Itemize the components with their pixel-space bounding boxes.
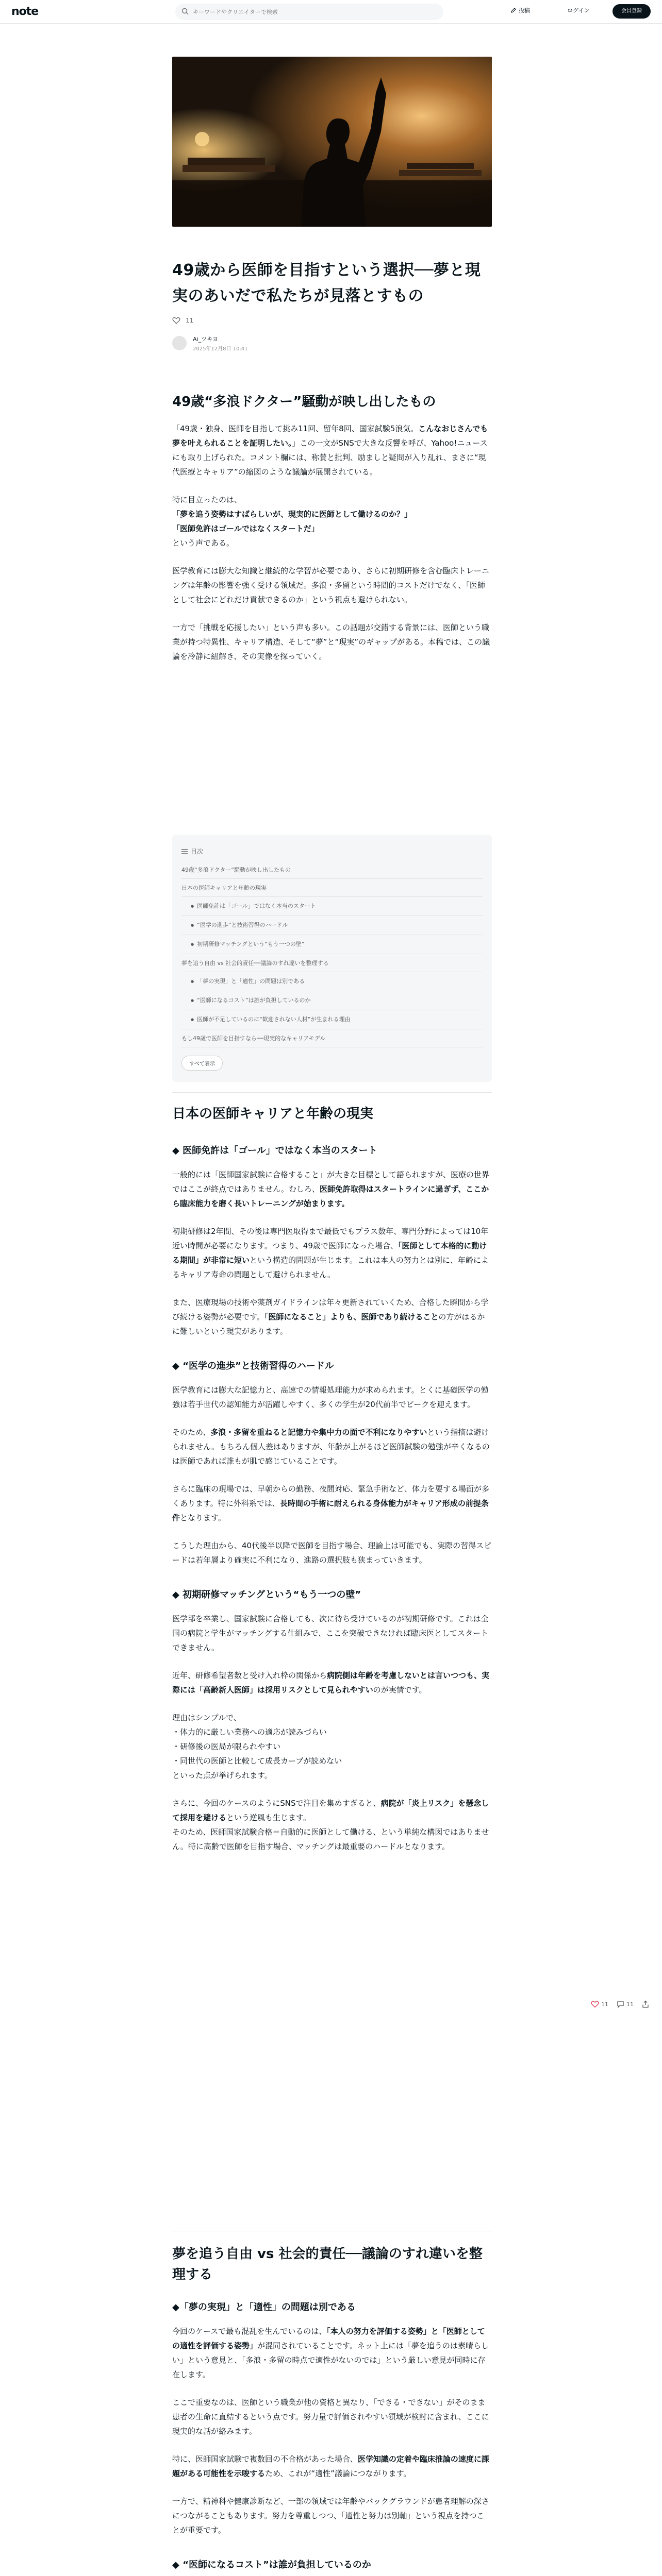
subsection-heading: ◆ 医師免許は「ゴール」ではなく本当のスタート [172, 1145, 377, 1156]
toc-item[interactable]: ● 初期研修マッチングという“もう一つの壁” [181, 935, 483, 954]
floating-actions [591, 1997, 653, 2011]
body-paragraph: こうした理由から、40代後半以降で医師を目指す場合、理論上は可能でも、実際の習得スピードは若年層より確実に不利になり、進路の選択肢も狭まっていきます。 [172, 1541, 492, 1565]
body-paragraph: 初期研修は2年間、その後は専門医取得まで最低でもプラス数年、専門分野によっては10年近い時間が必要になります。つまり、49歳で医師になった場合、「医師として本格的に動ける期間」が非常に短いという構造的問題が生じます。これは本人の努力とは別に、年齢によるキャリア寿命の問題として避けられません。 [172, 1227, 489, 1279]
toc-item[interactable]: ● 「夢の実現」と「適性」の問題は別である [181, 972, 483, 991]
post-button[interactable] [510, 6, 530, 14]
subsection-heading: ◆ “医師になるコスト”は誰が負担しているのか [172, 2560, 371, 2570]
toc-title: 目次 [191, 848, 204, 855]
intro-heading: 49歳“多浪ドクター”騒動が映し出したもの [172, 394, 436, 410]
heart-icon[interactable] [172, 316, 180, 325]
section-heading: 夢を追う自由 vs 社会的責任──議論のすれ違いを整理する [172, 2246, 483, 2282]
table-of-contents [172, 835, 492, 1082]
signup-button[interactable]: 会員登録 [613, 4, 651, 19]
subsection-heading: ◆「夢の実現」と「適性」の問題は別である [172, 2302, 356, 2313]
site-header [0, 0, 662, 24]
intro-paragraph: 「49歳・独身、医師を目指して挑み11回、留年8回、国家試験5浪気。こんなおじさんでも夢を叶えられることを証明したい。」この一文がSNSで大きな反響を呼び、Yahoo!ニュースにも取り上げられた。コメント欄には、称賛と批判、励ましと疑問が入り乱れ、まさに“現代医療とキャリア”の縮図のような議論が展開されている。 [172, 424, 488, 477]
post-label: 投稿 [519, 7, 530, 14]
toc-item[interactable]: ● “医師になるコスト”は誰が負担しているのか [181, 991, 483, 1010]
search-box[interactable] [175, 4, 443, 20]
toc-header [181, 847, 483, 856]
like-count: 11 [186, 317, 194, 324]
body-paragraph: 特に、医師国家試験で複数回の不合格があった場合、医学知識の定着や臨床推論の速度に課題がある可能性を示唆するため、これが“適性”議論につながります。 [172, 2454, 489, 2478]
float-comment-count: 11 [626, 2001, 634, 2008]
divider [172, 1092, 492, 1093]
body-paragraph: 近年、研修希望者数と受け入れ枠の関係から病院側は年齢を考慮しないとは言いつつも、実際には「高齢新人医師」は採用リスクとして見られやすいのが実情です。 [172, 1671, 490, 1694]
body-paragraph: さらに臨床の現場では、早朝からの勤務、夜間対応、緊急手術など、体力を要する場面が多くあります。特に外科系では、長時間の手術に耐えられる身体能力がキャリア形成の前提条件となります。 [172, 1484, 490, 1522]
toc-item[interactable]: 日本の医師キャリアと年齢の現実 [181, 879, 483, 897]
float-like-button[interactable] [591, 2000, 608, 2008]
body-paragraph: また、医療現場の技術や薬剤ガイドラインは年々更新されていくため、合格した瞬間から学び続ける姿勢が必要です。「医師になること」よりも、医師であり続けることの方がはるかに難しいという現実があります。 [172, 1298, 489, 1336]
intro-body [172, 421, 492, 664]
intro-paragraph: 一方で「挑戦を応援したい」という声も多い。この話題が交錯する背景には、医師という職業が持つ特異性、キャリア構造、そして“夢”と“現実”のギャップがある。本稿では、この議論を冷静に紐解き、その実像を探っていく。 [172, 623, 490, 661]
body-paragraph: 医学教育には膨大な記憶力と、高速での情報処理能力が求められます。とくに基礎医学の勉強は若手世代の認知能力が活躍しやすく、多くの学生が20代前半でピークを迎えます。 [172, 1385, 489, 1409]
toc-item[interactable]: ● 医師免許は「ゴール」ではなく本当のスタート [181, 897, 483, 916]
float-share-button[interactable] [642, 2001, 649, 2008]
hero-image [172, 57, 492, 227]
heart-icon [591, 2000, 599, 2008]
body-paragraph: 今回のケースで最も混乱を生んでいるのは、「本人の努力を評価する姿勢」と「医師としての適性を評価する姿勢」が混同されていることです。ネット上には「夢を追うのは素晴らしい」という意見と、「多浪・多留の時点で適性がないのでは」という厳しい意見が同時に存在します。 [172, 2327, 489, 2379]
body-paragraph: ここで重要なのは、医師という職業が他の資格と異なり、「できる・できない」がそのまま患者の生命に直結するという点です。努力量で評価されやすい領域が検討に含まれ、ここに現実的な話が絡みます。 [172, 2398, 489, 2436]
avatar[interactable] [172, 336, 187, 350]
search-icon [181, 8, 189, 15]
toc-item[interactable]: 夢を追う自由 vs 社会的責任──議論のすれ違いを整理する [181, 954, 483, 972]
author-block [172, 334, 492, 354]
float-like-count: 11 [601, 2001, 608, 2008]
body-paragraph: 医学部を卒業し、国家試験に合格しても、次に待ち受けているのが初期研修です。これは全国の病院と学生がマッチングする仕組みで、ここを突破できなければ臨床医としてスタートできません。 [172, 1614, 489, 1652]
body-paragraph: 一方で、精神科や健康診断など、一部の領域では年齢やバックグラウンドが患者理解の深さにつながることもあります。努力を尊重しつつ、「適性と努力は別軸」という視点を持つことが重要です。 [172, 2497, 489, 2535]
toc-item[interactable]: ● 医師が不足しているのに“歓迎されない人材”が生まれる理由 [181, 1010, 483, 1029]
note-logo[interactable]: note [11, 5, 39, 18]
toc-item[interactable]: もし49歳で医師を目指すなら──現実的なキャリアモデル [181, 1029, 483, 1047]
float-comment-button[interactable] [617, 2001, 634, 2008]
pencil-icon [510, 7, 517, 13]
share-icon [642, 2001, 649, 2008]
intro-paragraph: 特に目立ったのは、 「夢を追う姿勢はすばらしいが、現実的に医師として働けるのか？」 「医師免許はゴールではなくスタートだ」 という声である。 [172, 495, 412, 548]
author-name[interactable]: Ai_ツキヨ [193, 336, 219, 343]
toc-item[interactable]: ● “医学の進歩”と技術習得のハードル [181, 916, 483, 935]
publish-date: 2025年12月8日 10:41 [193, 346, 248, 352]
section-heading: 日本の医師キャリアと年齢の現実 [172, 1106, 374, 1122]
body-paragraph: さらに、今回のケースのようにSNSで注目を集めすぎると、病院が「炎上リスク」を懸念して採用を避けるという逆風も生じます。 そのため、医師国家試験合格＝自動的に医師として働ける、という単純な構図ではありません。特に高齢で医師を目指す場合、マッチングは最重要のハードルとなります。 [172, 1799, 489, 1851]
subsection-heading: ◆ “医学の進歩”と技術習得のハードル [172, 1361, 334, 1371]
intro-paragraph: 医学教育には膨大な知識と継続的な学習が必要であり、さらに初期研修を含む臨床トレーニングは年齢の影響を強く受ける領域だ。多浪・多留という時間的コストだけでなく、「医師として社会にどれだけ貢献できるのか」という視点も避けられない。 [172, 566, 490, 604]
article-title: 49歳から医師を目指すという選択──夢と現実のあいだで私たちが見落とすもの [172, 261, 481, 305]
toc-list [181, 861, 483, 1047]
body-paragraph: そのため、多浪・多留を重ねると記憶力や集中力の面で不利になりやすいという指摘は避けられません。もちろん個人差はありますが、年齢が上がるほど医師試験の勉強が辛くなるのは医師であれば誰もが肌で感じていることです。 [172, 1428, 490, 1466]
toc-show-all-button[interactable]: すべて表示 [181, 1056, 223, 1071]
toc-item[interactable]: 49歳“多浪ドクター”騒動が映し出したもの [181, 861, 483, 879]
login-link[interactable]: ログイン [567, 7, 590, 14]
list-icon [181, 849, 188, 854]
like-row [172, 314, 492, 327]
body-paragraph: 理由はシンプルで、 ・体力的に厳しい業務への適応が読みづらい ・研修後の医局が限られやすい ・同世代の医師と比較して成長カーブが読めない といった点が挙げられます。 [172, 1713, 342, 1780]
comment-icon [617, 2001, 624, 2008]
subsection-heading: ◆ 初期研修マッチングという“もう一つの壁” [172, 1589, 361, 1600]
body-paragraph: 一般的には「医師国家試験に合格すること」が大きな目標として語られますが、医療の世界ではここが終点ではありません。むしろ、医師免許取得はスタートラインに過ぎず、ここから臨床能力を磨く長いトレーニングが始まります。 [172, 1170, 490, 1208]
section-body [172, 2300, 492, 2576]
section-body [172, 1144, 492, 1854]
search-input[interactable] [193, 7, 435, 17]
